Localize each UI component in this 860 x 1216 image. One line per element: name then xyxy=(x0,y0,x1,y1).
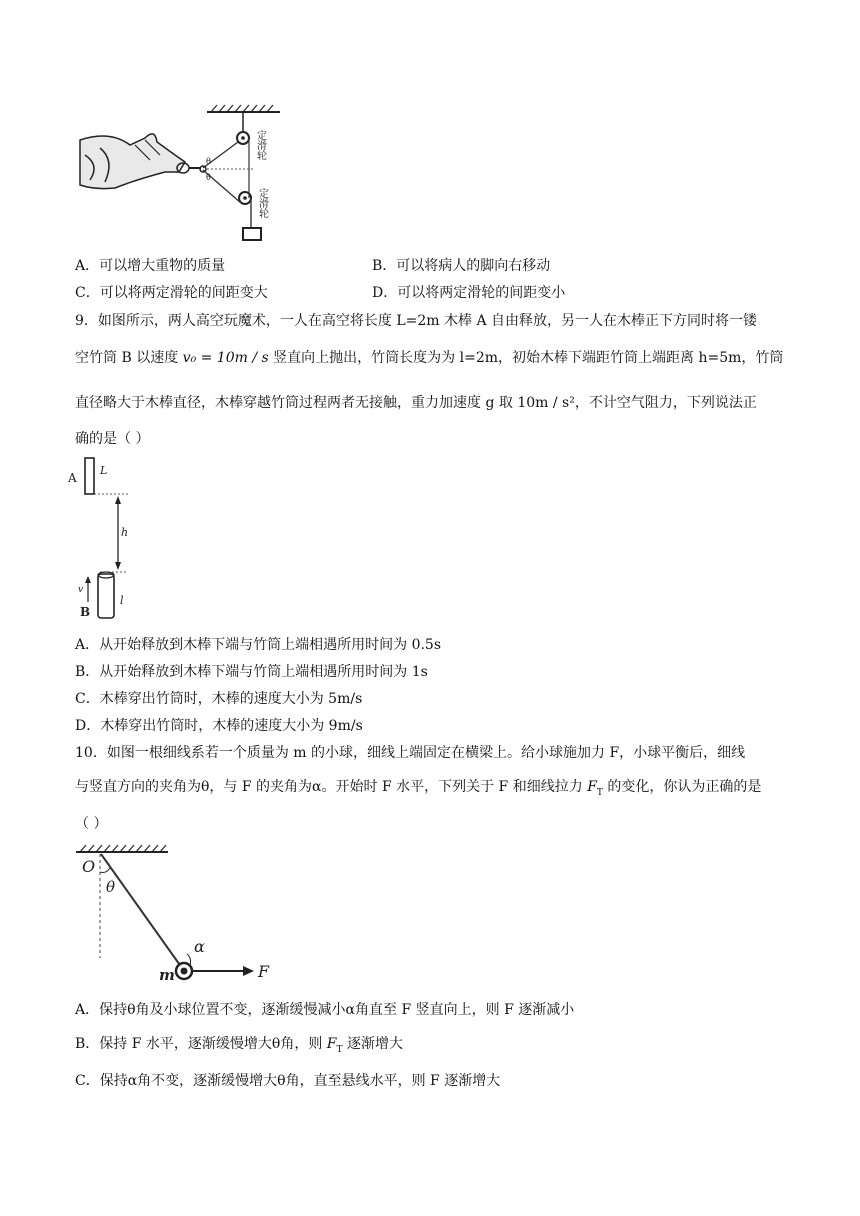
svg-text:h: h xyxy=(121,526,129,539)
rod-a xyxy=(85,458,94,494)
traction-figure xyxy=(75,100,305,245)
svg-text:F: F xyxy=(258,962,270,981)
q9-option-b: B．从开始释放到木棒下端与竹筒上端相遇所用时间为 1s xyxy=(75,664,428,680)
q9-formula-v0: v₀ = 10m / s xyxy=(182,350,269,366)
svg-text:v: v xyxy=(78,585,84,595)
q8-option-c: C．可以将两定滑轮的间距变大 xyxy=(75,285,268,301)
svg-text:定滑轮: 定滑轮 xyxy=(254,130,266,160)
q10-option-b: B．保持 F 水平，逐渐缓慢增大θ角，则 $F_T$ 逐渐增大 xyxy=(75,1036,403,1055)
rod-tube-figure xyxy=(68,452,148,622)
patient-foot xyxy=(80,134,185,189)
svg-text:θ: θ xyxy=(206,173,211,182)
q8-option-b: B．可以将病人的脚向右移动 xyxy=(372,258,551,274)
q9-formula-g: 10m / s² xyxy=(517,395,575,411)
q10-option-c: C．保持α角不变，逐渐缓慢增大θ角，直至悬线水平，则 F 逐渐增大 xyxy=(75,1073,501,1089)
svg-text:L: L xyxy=(100,464,108,477)
svg-text:O: O xyxy=(82,857,96,876)
q9-stem-line3: 直径略大于木棒直径，木棒穿越竹筒过程两者无接触，重力加速度 g 取 10m / s²，不计空气阻力，下列说法正 xyxy=(75,395,757,411)
q10-stem-line3: （ ） xyxy=(75,816,108,832)
q10-option-a: A．保持θ角及小球位置不变，逐渐缓慢减小α角直至 F 竖直向上，则 F 逐渐减小 xyxy=(75,1002,575,1018)
svg-text:m: m xyxy=(159,966,175,984)
svg-text:B: B xyxy=(80,605,91,619)
q9-stem-line1: 9．如图所示，两人高空玩魔术，一人在高空将长度 L=2m 木棒 A 自由释放，另一人在木棒正下方同时将一镂 xyxy=(75,313,758,329)
q9-option-c: C．木棒穿出竹筒时，木棒的速度大小为 5m/s xyxy=(75,691,363,707)
svg-text:定滑轮: 定滑轮 xyxy=(256,188,268,218)
svg-text:α: α xyxy=(194,937,205,956)
q10-stem-line2: 与竖直方向的夹角为θ，与 F 的夹角为α。开始时 F 水平，下列关于 F 和细线拉力 $F_T$ 的变化，你认为正确的是 xyxy=(75,779,762,798)
q8-option-a: A．可以增大重物的质量 xyxy=(75,258,226,274)
string-line xyxy=(101,854,182,968)
tube-b xyxy=(98,574,114,618)
pendulum-figure xyxy=(68,840,288,988)
svg-text:θ: θ xyxy=(206,157,211,166)
q9-option-a: A．从开始释放到木棒下端与竹筒上端相遇所用时间为 0.5s xyxy=(75,637,442,653)
q9-stem-line2: 空竹筒 B 以速度 v₀ = 10m / s 竖直向上抛出，竹筒长度为为 l=2m，初始木棒下端距竹筒上端距离 h=5m，竹筒 xyxy=(75,350,784,366)
q9-option-d: D．木棒穿出竹筒时，木棒的速度大小为 9m/s xyxy=(75,718,363,734)
q9-stem-line4: 确的是（ ） xyxy=(75,431,150,447)
svg-text:θ: θ xyxy=(106,878,116,896)
q8-option-d: D．可以将两定滑轮的间距变小 xyxy=(372,285,566,301)
svg-text:A: A xyxy=(68,471,77,485)
q10-stem-line1: 10．如图一根细线系若一个质量为 m 的小球，细线上端固定在横梁上。给小球施加力 F，小球平衡后，细线 xyxy=(75,745,746,761)
svg-text:l: l xyxy=(120,594,124,607)
weight-block xyxy=(243,228,261,240)
